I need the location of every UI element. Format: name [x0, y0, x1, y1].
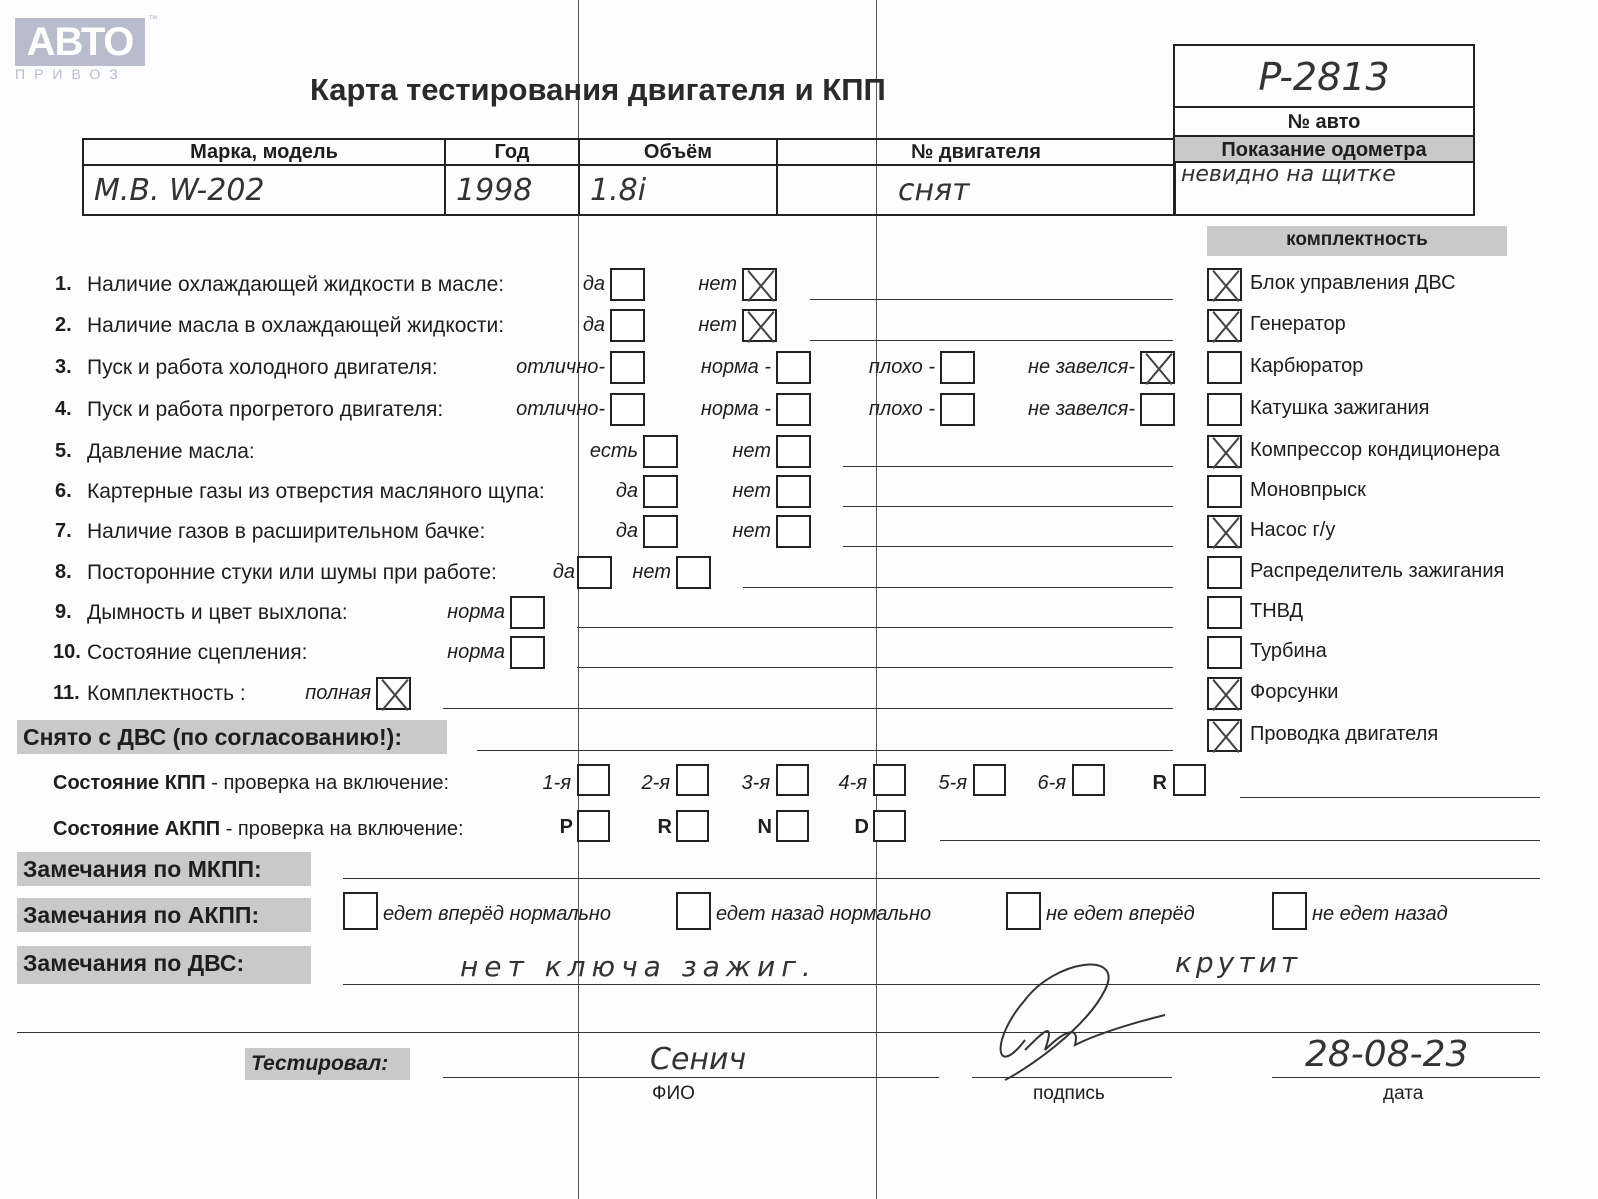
kit-item-label: Карбюратор [1250, 355, 1364, 377]
gear-checkbox[interactable] [1072, 764, 1105, 796]
option-label: норма - [700, 398, 771, 420]
date-caption: дата [1383, 1083, 1424, 1104]
check-label: Пуск и работа холодного двигателя: [87, 356, 438, 379]
kit-item-label: Компрессор кондиционера [1250, 439, 1500, 461]
dvs-remarks-text: нет ключа зажиг. [460, 950, 817, 983]
akpp-remark-checkbox[interactable] [676, 892, 711, 930]
kit-checkbox[interactable] [1207, 677, 1242, 710]
kit-item-label: ТНВД [1250, 600, 1304, 622]
checkbox[interactable] [376, 677, 411, 710]
answer-line [810, 299, 1173, 300]
kit-item-label: Блок управления ДВС [1250, 272, 1456, 294]
signature-caption: подпись [1033, 1083, 1105, 1104]
check-number: 4. [55, 398, 72, 420]
akpp-label-bold: Состояние АКПП [53, 818, 221, 840]
checkbox[interactable] [610, 309, 645, 342]
option-label: норма [447, 641, 505, 663]
option-label: плохо - [868, 356, 935, 378]
option-label: отлично- [516, 398, 605, 420]
car-info-box [1173, 44, 1475, 216]
removed-line [477, 750, 1173, 751]
akpp-remark-label: едет назад нормально [716, 903, 932, 925]
check-label: Пуск и работа прогретого двигателя: [87, 398, 444, 421]
checkbox[interactable] [1140, 351, 1175, 384]
answer-line [843, 466, 1173, 467]
removed-label: Снято с ДВС (по согласованию!): [17, 720, 447, 754]
option-label: да [582, 273, 605, 295]
akpp-remark-checkbox[interactable] [1272, 892, 1307, 930]
checkbox[interactable] [742, 268, 777, 301]
name-line [443, 1077, 939, 1078]
year-value: 1998 [445, 165, 579, 215]
akpp-remarks-label: Замечания по АКПП: [17, 898, 311, 932]
check-label: Комплектность : [87, 682, 246, 705]
col-make: Марка, модель [83, 139, 445, 165]
checkbox[interactable] [643, 515, 678, 548]
answer-line [810, 340, 1173, 341]
answer-line [843, 506, 1173, 507]
akpp-gear-checkbox[interactable] [873, 810, 906, 842]
check-number: 5. [55, 440, 72, 462]
gear-checkbox[interactable] [973, 764, 1006, 796]
option-label: нет [698, 314, 737, 336]
gear-label: 5-я [938, 772, 967, 794]
mkpp-line [1240, 797, 1540, 798]
answer-line [577, 627, 1173, 628]
option-label: да [552, 561, 575, 583]
odometer-value: невидно на щитке [1181, 162, 1396, 187]
check-number: 8. [55, 561, 72, 583]
gear-label: 3-я [741, 772, 770, 794]
gear-checkbox[interactable] [873, 764, 906, 796]
option-label: норма [447, 601, 505, 623]
kit-item-label: Форсунки [1250, 681, 1339, 703]
kit-checkbox[interactable] [1207, 636, 1242, 669]
akpp-remark-label: едет вперёд нормально [383, 903, 612, 925]
akpp-line [940, 840, 1540, 841]
checkbox[interactable] [610, 351, 645, 384]
checkbox[interactable] [940, 393, 975, 426]
check-label: Давление масла: [87, 440, 255, 463]
name-caption: ФИО [652, 1083, 695, 1104]
option-label: нет [698, 273, 737, 295]
answer-line [743, 587, 1173, 588]
option-label: есть [589, 440, 638, 462]
option-label: нет [732, 520, 771, 542]
check-number: 3. [55, 356, 72, 378]
option-label: нет [732, 440, 771, 462]
gear-checkbox[interactable] [776, 764, 809, 796]
answer-line [843, 546, 1173, 547]
option-label: полная [305, 682, 371, 704]
checkbox[interactable] [610, 393, 645, 426]
gear-checkbox[interactable] [676, 764, 709, 796]
mkpp-label-rest: - проверка на включение: [205, 772, 450, 794]
answer-line [577, 667, 1173, 668]
gear-checkbox[interactable] [1173, 764, 1206, 796]
kit-item-label: Насос г/у [1250, 519, 1336, 541]
akpp-remark-checkbox[interactable] [1006, 892, 1041, 930]
akpp-gear-checkbox[interactable] [676, 810, 709, 842]
gear-checkbox[interactable] [577, 764, 610, 796]
checkbox[interactable] [510, 596, 545, 629]
answer-line [443, 708, 1173, 709]
kit-checkbox[interactable] [1207, 435, 1242, 468]
akpp-remark-label: не едет вперёд [1046, 903, 1195, 925]
car-number-label: № авто [1175, 108, 1473, 137]
akpp-gear-checkbox[interactable] [577, 810, 610, 842]
logo-tm: ™ [148, 14, 158, 25]
option-label: отлично- [516, 356, 605, 378]
akpp-label-rest: - проверка на включение: [220, 818, 464, 840]
kit-checkbox[interactable] [1207, 393, 1242, 426]
checkbox[interactable] [776, 393, 811, 426]
akpp-gear-label: R [657, 816, 672, 838]
kit-title: комплектность [1207, 226, 1507, 256]
engine-no-value: снят [777, 165, 1175, 215]
mkpp-label-bold: Состояние КПП [53, 772, 206, 794]
kit-checkbox[interactable] [1207, 351, 1242, 384]
gear-label: 1-я [542, 772, 571, 794]
logo: АВТО [15, 18, 145, 66]
mkpp-label [53, 772, 449, 795]
check-label: Картерные газы из отверстия масляного щупа: [87, 480, 545, 503]
kit-checkbox[interactable] [1207, 268, 1242, 301]
gear-label: 2-я [641, 772, 670, 794]
mkpp-remarks-label: Замечания по МКПП: [17, 852, 311, 886]
checkbox[interactable] [776, 435, 811, 468]
check-label: Наличие масла в охлаждающей жидкости: [87, 314, 505, 337]
checkbox[interactable] [776, 515, 811, 548]
check-label: Состояние сцепления: [87, 641, 308, 664]
kit-item-label: Катушка зажигания [1250, 397, 1430, 419]
check-label: Наличие охлаждающей жидкости в масле: [87, 273, 505, 296]
car-number-value: P-2813 [1175, 46, 1473, 108]
checkbox[interactable] [643, 475, 678, 508]
checkbox[interactable] [1140, 393, 1175, 426]
separator-line [17, 1032, 1540, 1033]
make-value: M.B. W-202 [83, 165, 445, 215]
option-label: норма - [700, 356, 771, 378]
col-volume: Объём [579, 139, 777, 165]
volume-value: 1.8i [579, 165, 777, 215]
checkbox[interactable] [643, 435, 678, 468]
akpp-gear-label: D [854, 816, 869, 838]
check-number: 11. [53, 682, 80, 704]
check-label: Наличие газов в расширительном бачке: [87, 520, 486, 543]
checkbox[interactable] [676, 556, 711, 589]
akpp-remark-label: не едет назад [1312, 903, 1448, 925]
kit-item-label: Проводка двигателя [1250, 723, 1439, 745]
option-label: да [615, 480, 638, 502]
checkbox[interactable] [742, 309, 777, 342]
option-label: да [582, 314, 605, 336]
gear-label: R [1152, 772, 1167, 794]
check-number: 2. [55, 314, 72, 336]
option-label: да [615, 520, 638, 542]
checkbox[interactable] [776, 475, 811, 508]
page-title: Карта тестирования двигателя и КПП [310, 72, 886, 107]
kit-item-label: Распределитель зажигания [1250, 560, 1505, 582]
option-label: не завелся- [1028, 398, 1135, 420]
option-label: нет [632, 561, 671, 583]
dvs-remarks-text-2: крутит [1175, 946, 1302, 979]
logo-subtitle: ПРИВОЗ [15, 66, 127, 82]
akpp-label [53, 818, 464, 841]
check-number: 10. [53, 641, 81, 663]
signature-line [972, 1077, 1172, 1078]
kit-checkbox[interactable] [1207, 719, 1242, 752]
dvs-remarks-label: Замечания по ДВС: [17, 946, 311, 984]
date-line [1272, 1077, 1540, 1078]
signature [985, 960, 1175, 1090]
akpp-gear-checkbox[interactable] [776, 810, 809, 842]
kit-checkbox[interactable] [1207, 556, 1242, 589]
check-number: 6. [55, 480, 72, 502]
tested-label: Тестировал: [245, 1048, 410, 1080]
check-number: 9. [55, 601, 72, 623]
odometer-label: Показание одометра [1175, 137, 1473, 163]
check-label: Посторонние стуки или шумы при работе: [87, 561, 497, 584]
option-label: не завелся- [1028, 356, 1135, 378]
test-date: 28-08-23 [1305, 1034, 1469, 1075]
kit-checkbox[interactable] [1207, 475, 1242, 508]
akpp-remark-checkbox[interactable] [343, 892, 378, 930]
checkbox[interactable] [510, 636, 545, 669]
vehicle-table [82, 138, 1176, 216]
kit-item-label: Турбина [1250, 640, 1327, 662]
check-number: 1. [55, 273, 72, 295]
mkpp-remarks-line [343, 878, 1540, 879]
kit-checkbox[interactable] [1207, 309, 1242, 342]
checkbox[interactable] [776, 351, 811, 384]
gear-label: 6-я [1037, 772, 1066, 794]
kit-checkbox[interactable] [1207, 515, 1242, 548]
option-label: нет [732, 480, 771, 502]
col-engine-no: № двигателя [777, 139, 1175, 165]
checkbox[interactable] [610, 268, 645, 301]
akpp-gear-label: N [757, 816, 772, 838]
kit-checkbox[interactable] [1207, 596, 1242, 629]
akpp-gear-label: P [559, 816, 573, 838]
kit-item-label: Моновпрыск [1250, 479, 1366, 501]
kit-item-label: Генератор [1250, 313, 1346, 335]
option-label: плохо - [868, 398, 935, 420]
check-label: Дымность и цвет выхлопа: [87, 601, 348, 624]
tester-name: Сенич [650, 1042, 747, 1077]
check-number: 7. [55, 520, 72, 542]
gear-label: 4-я [838, 772, 867, 794]
checkbox[interactable] [940, 351, 975, 384]
dvs-remarks-line [343, 984, 1540, 985]
col-year: Год [445, 139, 579, 165]
checkbox[interactable] [577, 556, 612, 589]
